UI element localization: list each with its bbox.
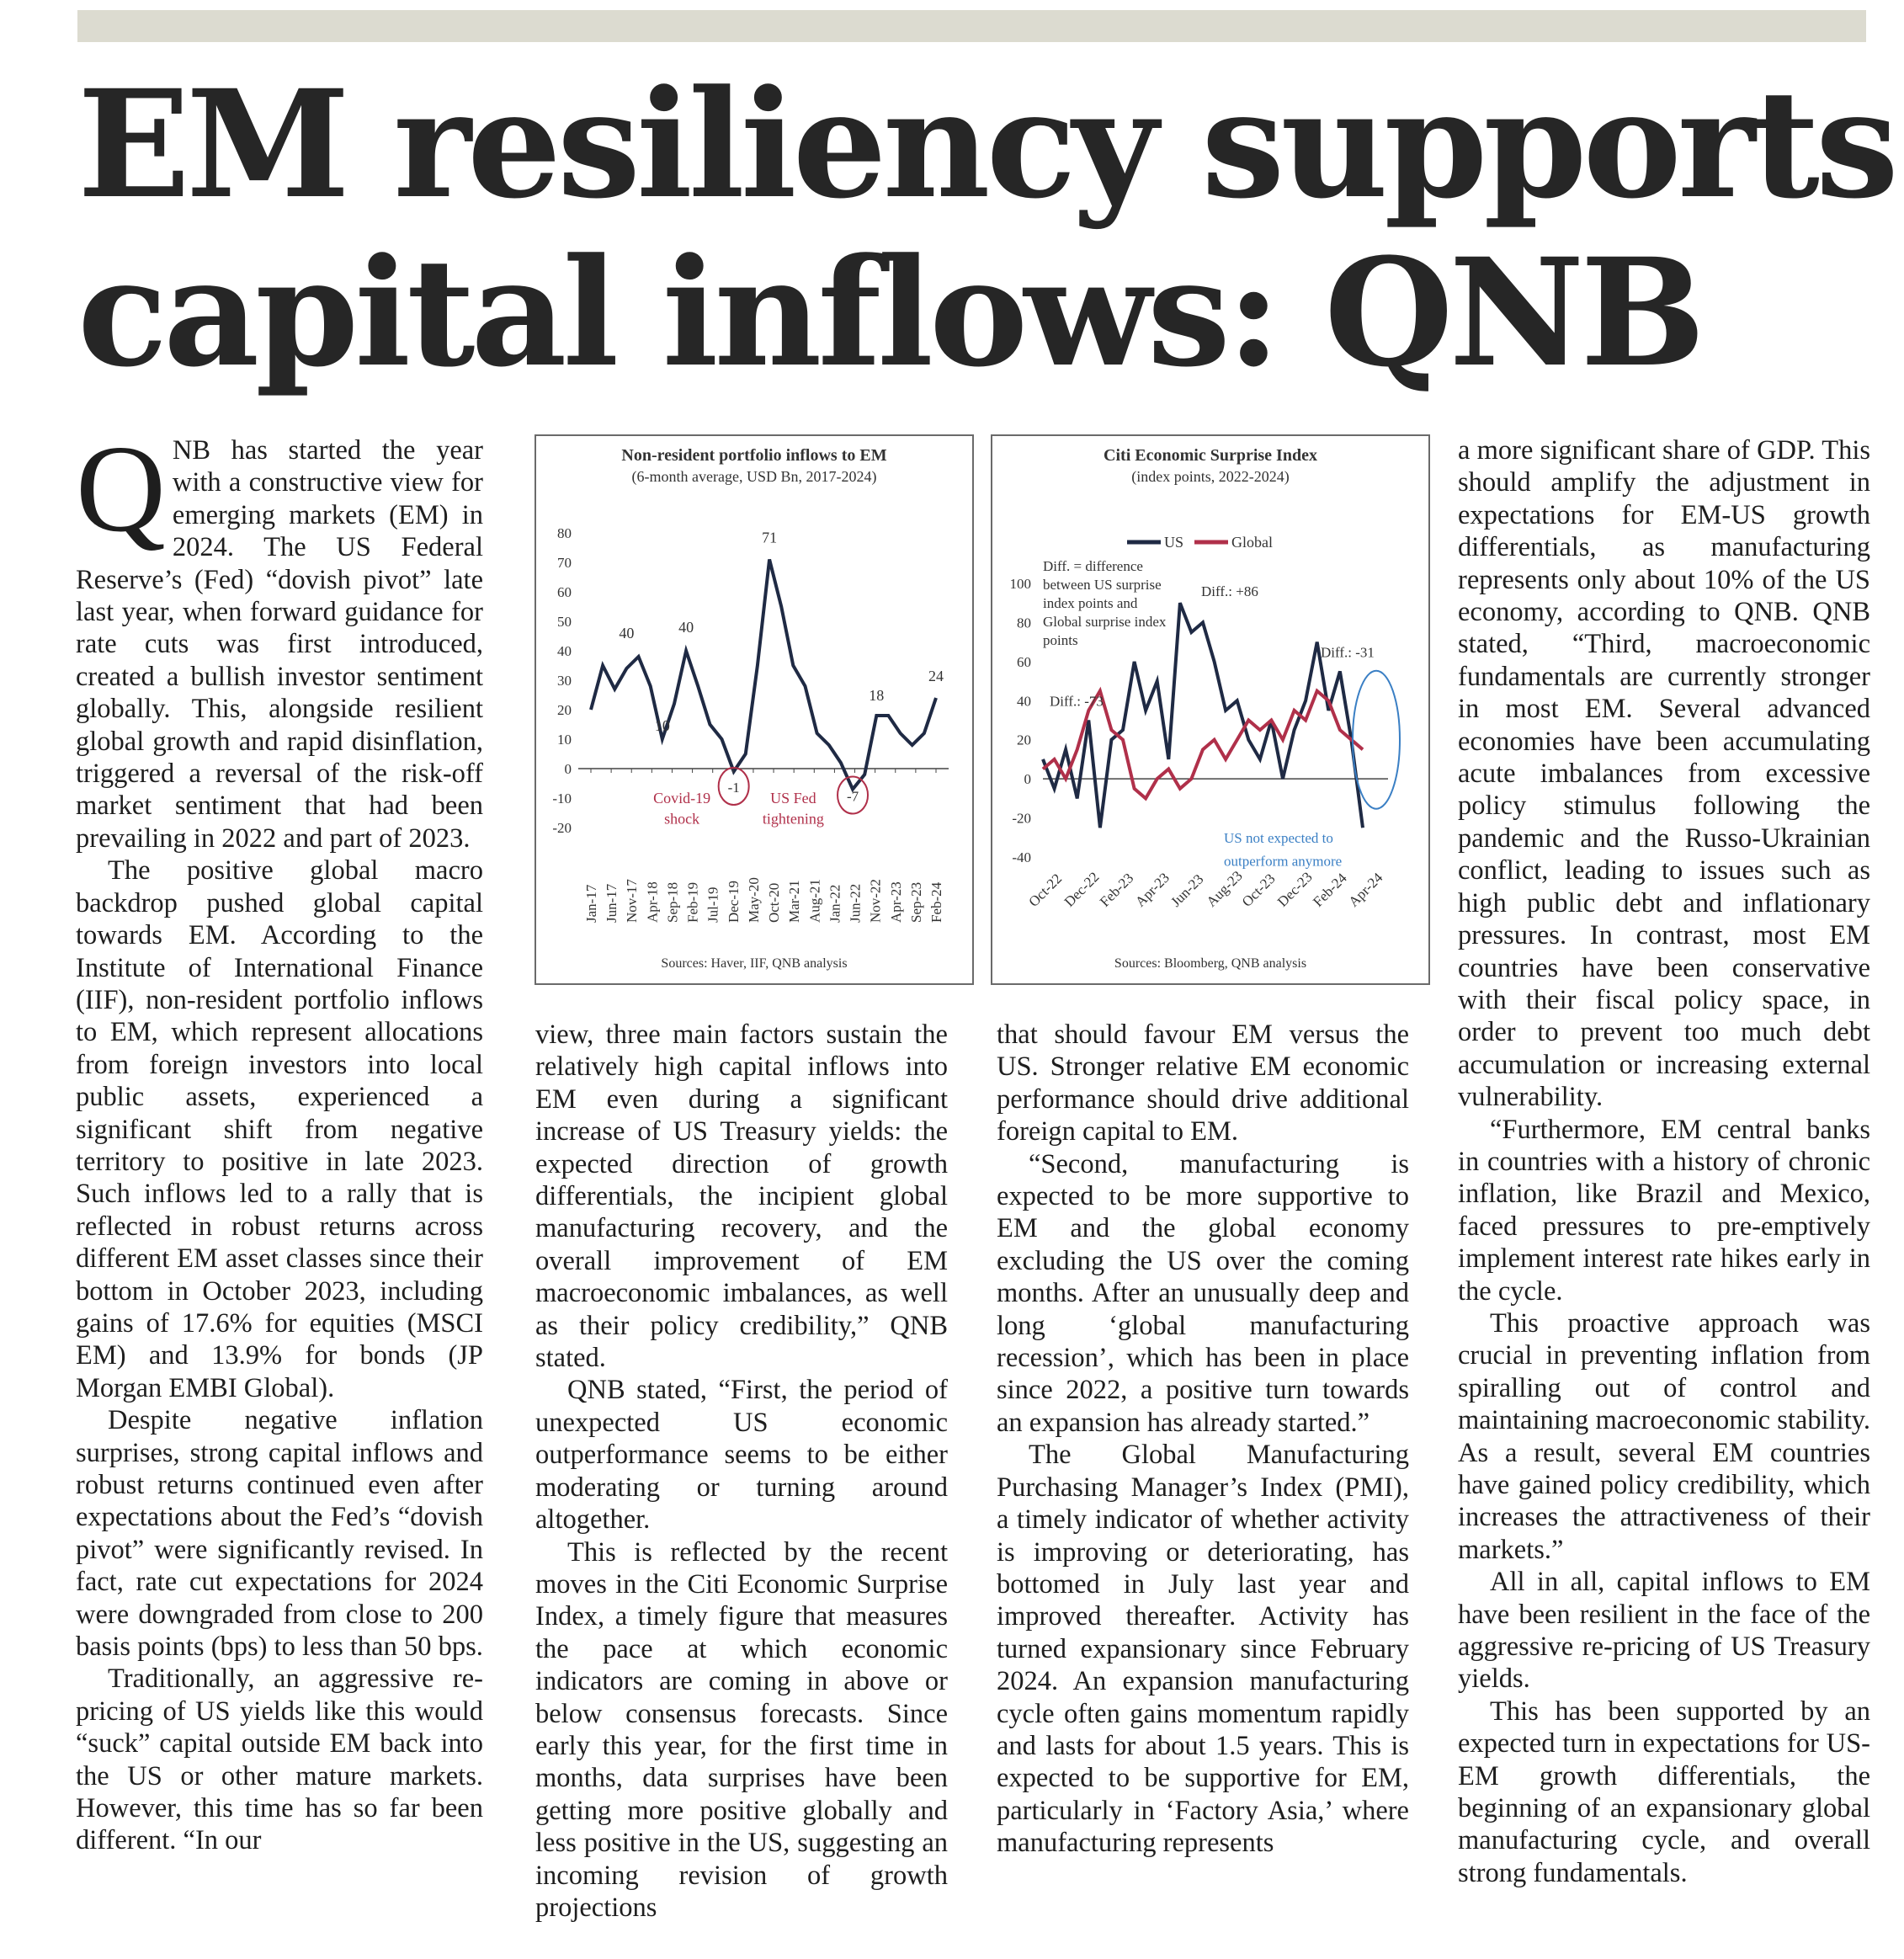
x-tick-label: Nov-22 — [867, 879, 884, 923]
y-tick-label: 40 — [557, 643, 572, 659]
chart-source: Sources: Haver, IIF, QNB analysis — [661, 956, 848, 971]
article-column-1 — [76, 420, 483, 1857]
y-tick-label: 60 — [557, 584, 572, 600]
data-label: 24 — [928, 668, 944, 684]
y-tick-label: -40 — [1012, 849, 1031, 865]
paragraph: “Furthermore, EM central banks in countries with a history of chronic inflation, like Brazil and Mexico, faced pressures to pre-emptively implement interest rate hikes early in the cycle. — [1458, 1114, 1870, 1307]
paragraph: This is reflected by the recent moves in the Citi Economic Surprise Index, a timely figure that measures the pace at which economic indicators are coming in above or below consensus forecasts. Since early this year, for the first time in months, data surprises have been getting more positive globally and less positive in the US, suggesting an incoming revision of growth projections — [535, 1536, 948, 1923]
y-tick-label: -10 — [552, 791, 572, 806]
highlight-circle — [1353, 671, 1400, 809]
annotation-diff-note: between US surprise — [1043, 577, 1162, 593]
series-line-us — [1043, 603, 1363, 828]
x-tick-label: Dec-19 — [725, 880, 742, 923]
paragraph: NB has started the year with a constructive view for emerging markets (EM) in 2024. The US Federal Reserve’s (Fed) “dovish pivot” late last year, when forward guidance for rate cuts was first introduced, created a bullish investor sentiment globally. This, alongside resilient global growth and rapid disinflation, triggered a reversal of the risk-off market sentiment that had been prevailing in 2022 and part of 2023. — [76, 435, 483, 854]
data-label: 10 — [654, 717, 670, 734]
series-line — [591, 560, 936, 790]
x-tick-label: Jun-23 — [1167, 870, 1207, 910]
y-tick-label: 40 — [1017, 693, 1031, 710]
x-tick-label: Mar-21 — [786, 880, 803, 923]
y-tick-label: 60 — [1017, 653, 1031, 670]
paragraph: a more significant share of GDP. This should amplify the adjustment in expectations for EM-US growth differentials, as manufacturing represents only about 10% of the US economy, according to QNB. QNB stated, “Third, macroeconomic fundamentals are currently stronger in most EM. Several advanced economies have been accumulating acute imbalances from excessive policy stimulus following the pandemic and the Russo-Ukrainian conflict, leading to issues such as high public debt and inflationary pressures. In contrast, most EM countries have been conservative with their fiscal policy space, in order to prevent too much debt accumulation or increasing external vulnerability. — [1458, 435, 1870, 1113]
drop-cap: Q — [76, 420, 166, 558]
x-tick-label: Apr-23 — [887, 881, 904, 923]
article-column-4 — [1458, 434, 1870, 1889]
paragraph: All in all, capital inflows to EM have been resilient in the face of the aggressive re-pricing of US Treasury yields. — [1458, 1567, 1870, 1695]
data-label: 40 — [619, 625, 635, 641]
annotation-note: outperform anymore — [1224, 853, 1343, 870]
x-tick-label: Feb-24 — [928, 881, 944, 923]
annotation-diff: Diff.: -31 — [1321, 644, 1375, 661]
paragraph: The positive global macro backdrop pushed global capital towards EM. According to the Institute of International Finance (IIF), non-resident portfolio inflows to EM, which represent allocations from foreign investors into local public assets, experienced a significant shift from negative territory to positive in late 2023. Such inflows led to a rally that is reflected in robust returns across different EM asset classes since their bottom in October 2023, including gains of 17.6% for equities (MSCI EM) and 13.9% for bonds (JP Morgan EMBI Global). — [76, 855, 483, 1403]
paragraph: view, three main factors sustain the relatively high capital inflows into EM even during a significant increase of US Treasury yields: the expected direction of growth differentials, the incipient global manufacturing recovery, and the overall improvement of EM macroeconomic imbalances, as well as their policy credibility,” QNB stated. — [535, 1019, 948, 1374]
x-tick-label: Dec-22 — [1061, 869, 1103, 910]
annotation-diff-note: Diff. = difference — [1043, 558, 1143, 574]
data-label: 18 — [869, 687, 885, 704]
headline — [77, 57, 1895, 400]
chart-plot — [536, 436, 972, 983]
y-tick-label: 80 — [557, 525, 572, 541]
data-label: -1 — [727, 780, 740, 796]
x-tick-label: Sep-23 — [907, 881, 924, 923]
annotation-diff-note: index points and — [1043, 595, 1138, 611]
y-tick-label: -20 — [552, 820, 572, 836]
annotation-covid: shock — [664, 810, 700, 828]
data-label: 71 — [762, 529, 778, 546]
annotation-diff-note: points — [1043, 632, 1078, 648]
y-tick-label: 80 — [1017, 615, 1031, 631]
paragraph: Traditionally, an aggressive re-pricing of US yields like this would “suck” capital outside EM back into the US or other mature markets. However, this time has so far been different. “In our — [76, 1664, 483, 1856]
headline-line-2: capital inflows: QNB — [77, 226, 1702, 400]
x-tick-label: Jul-19 — [705, 886, 721, 923]
x-tick-label: Jan-22 — [827, 884, 843, 923]
y-tick-label: 30 — [557, 673, 572, 689]
headline-line-1: EM resiliency supports — [77, 57, 1895, 232]
x-tick-label: Feb-23 — [1096, 870, 1137, 910]
y-tick-label: 10 — [557, 732, 572, 748]
x-tick-label: Jan-17 — [583, 884, 599, 923]
x-tick-label: Aug-23 — [1203, 867, 1246, 910]
x-tick-label: Jun-17 — [604, 883, 620, 923]
data-label: -7 — [846, 788, 859, 805]
x-tick-label: Apr-24 — [1345, 869, 1386, 910]
x-tick-label: Oct-22 — [1025, 870, 1066, 910]
x-tick-label: Feb-24 — [1310, 870, 1350, 910]
y-tick-label: 100 — [1009, 576, 1031, 592]
annotation-diff-note: Global surprise index — [1043, 614, 1167, 630]
x-tick-label: Dec-23 — [1274, 869, 1316, 910]
x-tick-label: Nov-17 — [624, 879, 641, 923]
x-tick-label: Jun-22 — [847, 883, 864, 923]
y-tick-label: 70 — [557, 555, 572, 571]
y-tick-label: 50 — [557, 614, 572, 630]
x-tick-label: Apr-18 — [644, 881, 661, 923]
annotation-fed: tightening — [762, 810, 824, 828]
paragraph: This proactive approach was crucial in preventing inflation from spiralling out of control and maintaining macroeconomic stability. As a result, several EM countries have gained policy credibility, which increases the attractiveness of their markets.” — [1458, 1307, 1870, 1565]
chart-subtitle: (6-month average, USD Bn, 2017-2024) — [631, 468, 877, 485]
legend-label: US — [1164, 534, 1184, 551]
x-tick-label: Apr-23 — [1132, 869, 1173, 910]
legend-label: Global — [1231, 534, 1273, 551]
chart-title: Non-resident portfolio inflows to EM — [621, 446, 887, 465]
chart-source: Sources: Bloomberg, QNB analysis — [1114, 956, 1307, 971]
chart-plot — [992, 436, 1428, 983]
chart-citi-surprise-index — [991, 434, 1430, 985]
y-tick-label: 0 — [1024, 771, 1031, 788]
data-label: 40 — [678, 619, 694, 636]
annotation-diff: Diff.: -73 — [1050, 693, 1104, 710]
paragraph: “Second, manufacturing is expected to be more supportive to EM and the global economy excluding the US over the coming months. After an unusually deep and long ‘global manufacturing recession’, which has been in place since 2022, a positive turn towards an expansion has already started.” — [997, 1148, 1409, 1438]
y-tick-label: -20 — [1012, 810, 1031, 827]
annotation-note: US not expected to — [1224, 829, 1333, 846]
annotation-diff: Diff.: +86 — [1201, 583, 1258, 600]
y-tick-label: 20 — [1017, 732, 1031, 748]
y-tick-label: 20 — [557, 702, 572, 718]
x-tick-label: Aug-21 — [806, 879, 823, 923]
paragraph: QNB stated, “First, the period of unexpected US economic outperformance seems to be either moderating or turning around altogether. — [535, 1375, 948, 1536]
x-tick-label: Oct-23 — [1238, 870, 1279, 910]
chart-title: Citi Economic Surprise Index — [1104, 446, 1317, 465]
paragraph: that should favour EM versus the US. Stronger relative EM economic performance should drive additional foreign capital to EM. — [997, 1019, 1409, 1147]
paragraph: This has been supported by an expected turn in expectations for US-EM growth differentials, the beginning of an expansionary global manufacturing cycle, and overall strong fundamentals. — [1458, 1695, 1870, 1888]
y-tick-label: 0 — [564, 761, 572, 777]
paragraph: The Global Manufacturing Purchasing Manager’s Index (PMI), a timely indicator of whether activity is improving or deteriorating, has bottomed in July last year and improved thereafter. Activity has turned expansionary since February 2024. An expansion manufacturing cycle often gains momentum rapidly and lasts for about 1.5 years. This is expected to be supportive for EM, particularly in ‘Factory Asia,’ where manufacturing represents — [997, 1440, 1409, 1859]
article-column-3 — [997, 1019, 1409, 1860]
annotation-fed: US Fed — [770, 790, 816, 806]
x-tick-label: Sep-18 — [664, 881, 681, 923]
x-tick-label: May-20 — [745, 877, 762, 923]
chart-portfolio-inflows — [535, 434, 974, 985]
top-color-bar — [77, 10, 1866, 42]
paragraph: Despite negative inflation surprises, strong capital inflows and robust returns continued even after expectations about the Fed’s “dovish pivot” were significantly revised. In fact, rate cut expectations for 2024 were downgraded from close to 200 basis points (bps) to less than 50 bps. — [76, 1405, 483, 1663]
chart-subtitle: (index points, 2022-2024) — [1131, 468, 1290, 485]
x-tick-label: Feb-19 — [684, 881, 701, 923]
annotation-covid: Covid-19 — [653, 790, 711, 806]
article-column-2 — [535, 1019, 948, 1924]
x-tick-label: Oct-20 — [766, 882, 783, 923]
